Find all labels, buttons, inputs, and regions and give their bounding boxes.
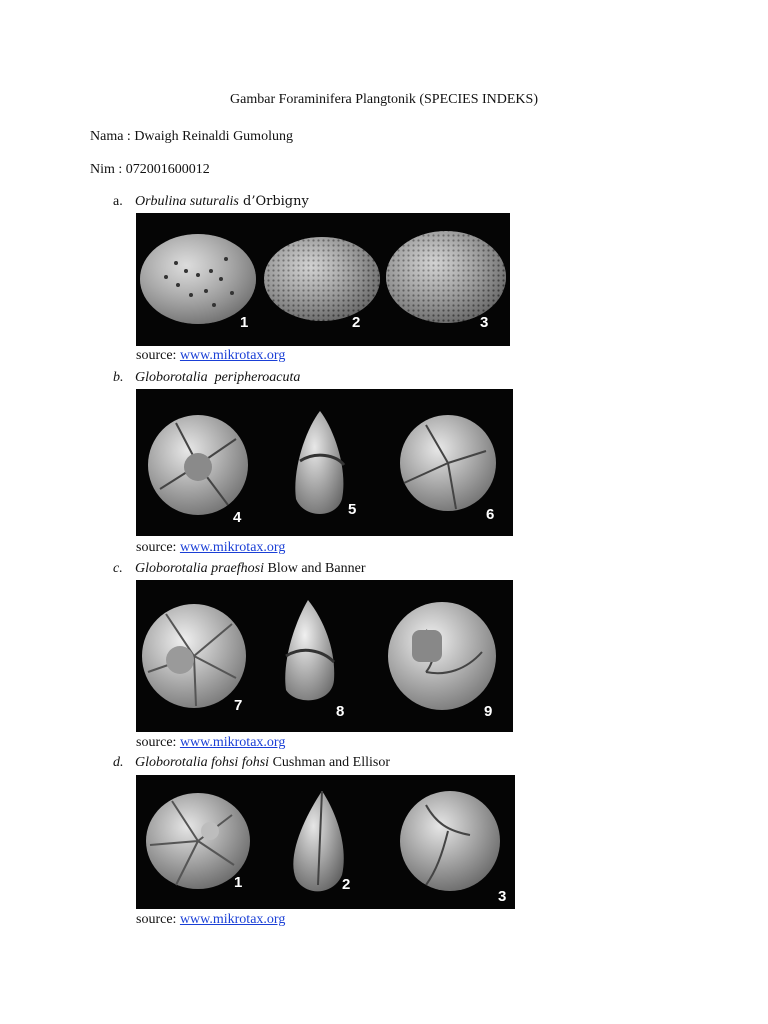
source-link[interactable]: www.mikrotax.org <box>179 540 286 555</box>
specimen-8 <box>285 600 334 700</box>
source-line <box>136 540 285 556</box>
item-a-label <box>113 194 309 210</box>
species-name: Orbulina suturalis <box>135 194 239 209</box>
figure-number: 4 <box>233 509 242 526</box>
student-nim: Nim : 072001600012 <box>90 162 210 177</box>
figure-number: 3 <box>498 888 507 905</box>
source-line <box>136 348 285 364</box>
item-marker: b. <box>113 370 124 385</box>
figure-number: 5 <box>348 501 357 518</box>
figure-number: 8 <box>336 703 345 720</box>
specimen-2 <box>293 791 343 891</box>
source-prefix: source: <box>136 735 180 750</box>
source-link[interactable]: www.mikrotax.org <box>179 735 286 750</box>
species-name: Globorotalia fohsi fohsi <box>135 755 270 770</box>
source-line <box>136 912 285 928</box>
source-prefix: source: <box>136 912 180 927</box>
species-author: Blow and Banner <box>264 561 366 576</box>
figure-number: 1 <box>240 314 249 331</box>
figure-number: 1 <box>234 874 243 891</box>
plate-globorotalia-fohsi-fohsi <box>136 775 515 909</box>
plate-globorotalia-peripheroacuta <box>136 389 513 536</box>
figure-number: 9 <box>484 703 493 720</box>
source-link[interactable]: www.mikrotax.org <box>179 912 286 927</box>
item-marker: c. <box>113 561 123 576</box>
source-prefix: source: <box>136 348 180 363</box>
species-name: Globorotalia peripheroacuta <box>135 370 301 385</box>
source-prefix: source: <box>136 540 180 555</box>
plate-orbulina-suturalis <box>136 213 510 346</box>
specimen-2 <box>264 237 380 321</box>
source-line <box>136 735 285 751</box>
figure-number: 6 <box>486 506 495 523</box>
source-link[interactable]: www.mikrotax.org <box>179 348 286 363</box>
figure-number: 2 <box>352 314 361 331</box>
item-c-label <box>113 561 365 577</box>
specimen-6 <box>400 415 496 511</box>
specimen-4 <box>148 415 248 515</box>
species-name: Globorotalia praefhosi <box>135 561 264 576</box>
item-marker: a. <box>113 194 123 209</box>
page-title: Gambar Foraminifera Plangtonik (SPECIES INDEKS) <box>230 92 538 107</box>
specimen-9 <box>388 602 496 710</box>
figure-number: 2 <box>342 876 351 893</box>
species-author: d’Orbigny <box>238 194 309 209</box>
specimen-5 <box>295 411 344 514</box>
student-name: Nama : Dwaigh Reinaldi Gumolung <box>90 129 293 144</box>
figure-number: 3 <box>480 314 489 331</box>
specimen-7 <box>142 604 246 708</box>
item-b-label <box>113 370 300 386</box>
specimen-1 <box>140 234 256 324</box>
item-d-label <box>113 755 390 771</box>
item-marker: d. <box>113 755 124 770</box>
figure-number: 7 <box>234 697 243 714</box>
specimen-3 <box>400 791 500 891</box>
specimen-3 <box>386 231 506 323</box>
plate-globorotalia-praefhosi <box>136 580 513 732</box>
species-author: Cushman and Ellisor <box>269 755 390 770</box>
